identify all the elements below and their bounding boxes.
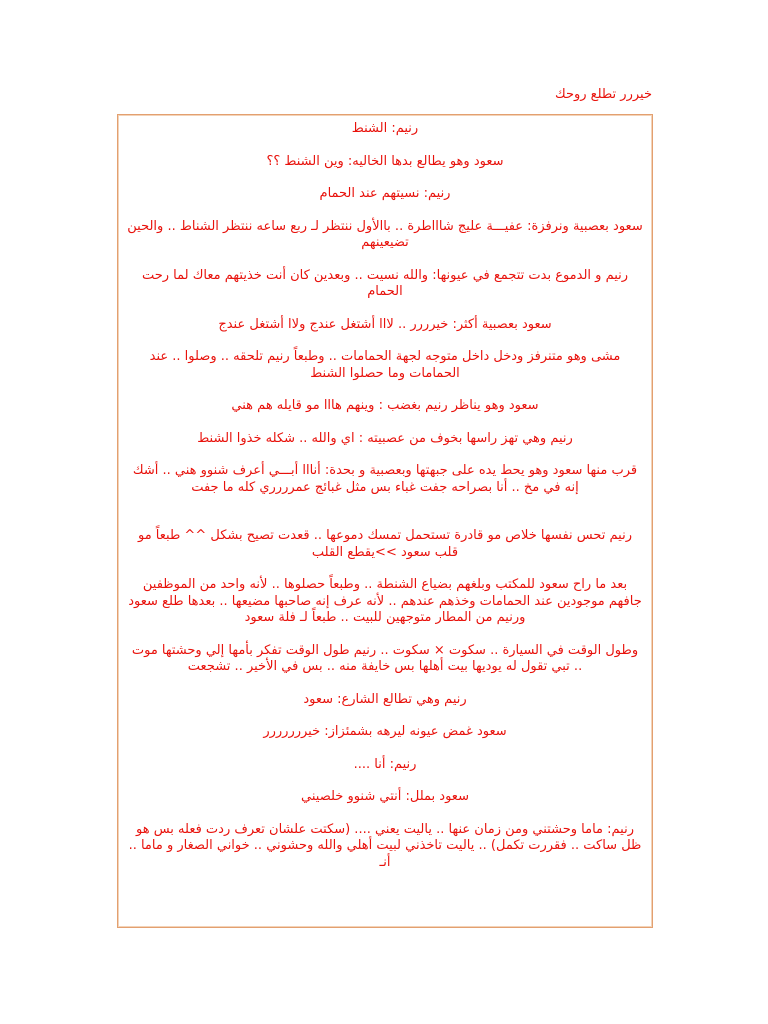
story-paragraph: رنيم وهي تطالع الشارع: سعود bbox=[303, 691, 467, 707]
story-paragraph: رنيم وهي تهز راسها بخوف من عصبيته : اي والله .. شكله خذوا الشنط bbox=[197, 430, 573, 446]
story-paragraph: رنيم: ماما وحشتني ومن زمان عنها .. ياليت يعني .... (سكتت علشان تعرف ردت فعله بس هو ظل ساكت .. فقررت تكمل) .. ياليت تاخذني لبيت أهلي والله وحشوني .. خواني الصغار و ماما .. أنـ bbox=[124, 821, 642, 870]
story-paragraph: سعود بعصبية أكثر: خيرررر .. لااا أشتغل عندج ولاا أشتغل عندج bbox=[218, 316, 552, 332]
story-paragraph: سعود وهو يناظر رنيم بغضب : وينهم هااا مو قايله هم هني bbox=[231, 398, 539, 413]
story-paragraph: بعد ما راح سعود للمكتب وبلغهم بضياع الشنطة .. وطبعاً حصلوها .. لأنه واحد من الموظفين جافهم موجودين عند الحمامات وخذهم عندهم .. لأنه عرف إنه صاحبها مضيعها .. بعدها طلع سعود ورنيم من المطار متوجهين للبيت .. طبعاً لـ فلة سعود bbox=[124, 577, 642, 625]
story-paragraph: رنيم: الشنط bbox=[351, 121, 419, 136]
story-text-box bbox=[117, 114, 653, 928]
story-paragraph: سعود غمض عيونه ليرهه بشمئزاز: خيررررررر bbox=[263, 724, 507, 739]
story-paragraph: رنيم: نسيتهم عند الحمام bbox=[319, 186, 451, 201]
story-paragraph: رنيم: أنا .... bbox=[353, 756, 417, 772]
story-paragraph: رنيم و الدموع بدت تتجمع في عيونها: والله نسيت .. وبعدين كان أنت خذيتهم معاك لما رحت الحمام bbox=[137, 267, 629, 299]
story-paragraph: مشى وهو متنرفز ودخل داخل متوجه لجهة الحمامات .. وطبعاً رنيم تلحقه .. وصلوا .. عند الحمامات وما حصلوا الشنط bbox=[145, 349, 621, 381]
page-title: خيررر تطلع روحك bbox=[554, 87, 652, 102]
story-paragraph: سعود بملل: أنتي شنوو خلصيني bbox=[301, 789, 469, 804]
story-paragraph: سعود بعصبية ونرفزة: عفيـــة عليج شاااطرة .. باالأول ننتظر لـ ربع ساعه ننتظر الشناط .. والحين تضيعينهم bbox=[123, 218, 643, 250]
story-paragraph: سعود وهو يطالع بدها الخاليه: وين الشنط ؟؟ bbox=[266, 153, 504, 169]
story-paragraph: وطول الوقت في السيارة .. سكوت × سكوت .. رنيم طول الوقت تفكر بأمها إلي وحشتها موت .. تبي تقول له يوديها بيت أهلها بس خايفة منه .. بس في الأخير .. تشجعت bbox=[127, 642, 639, 674]
story-paragraph: رنيم تحس نفسها خلاص مو قادرة تستحمل تمسك دموعها .. قعدت تصيح بشكل ^^ طبعاً مو قلب سعود >>يقطع القلب bbox=[133, 528, 632, 560]
story-paragraph: قرب منها سعود وهو يحط يده على جبهتها وبعصبية و بحدة: أنااا أبـــي أعرف شنوو هني .. أشك إنه في مخ .. أنا بصراحه جفت غباء بس مثل غبائج عمرررري كله ما جفت bbox=[128, 463, 638, 495]
